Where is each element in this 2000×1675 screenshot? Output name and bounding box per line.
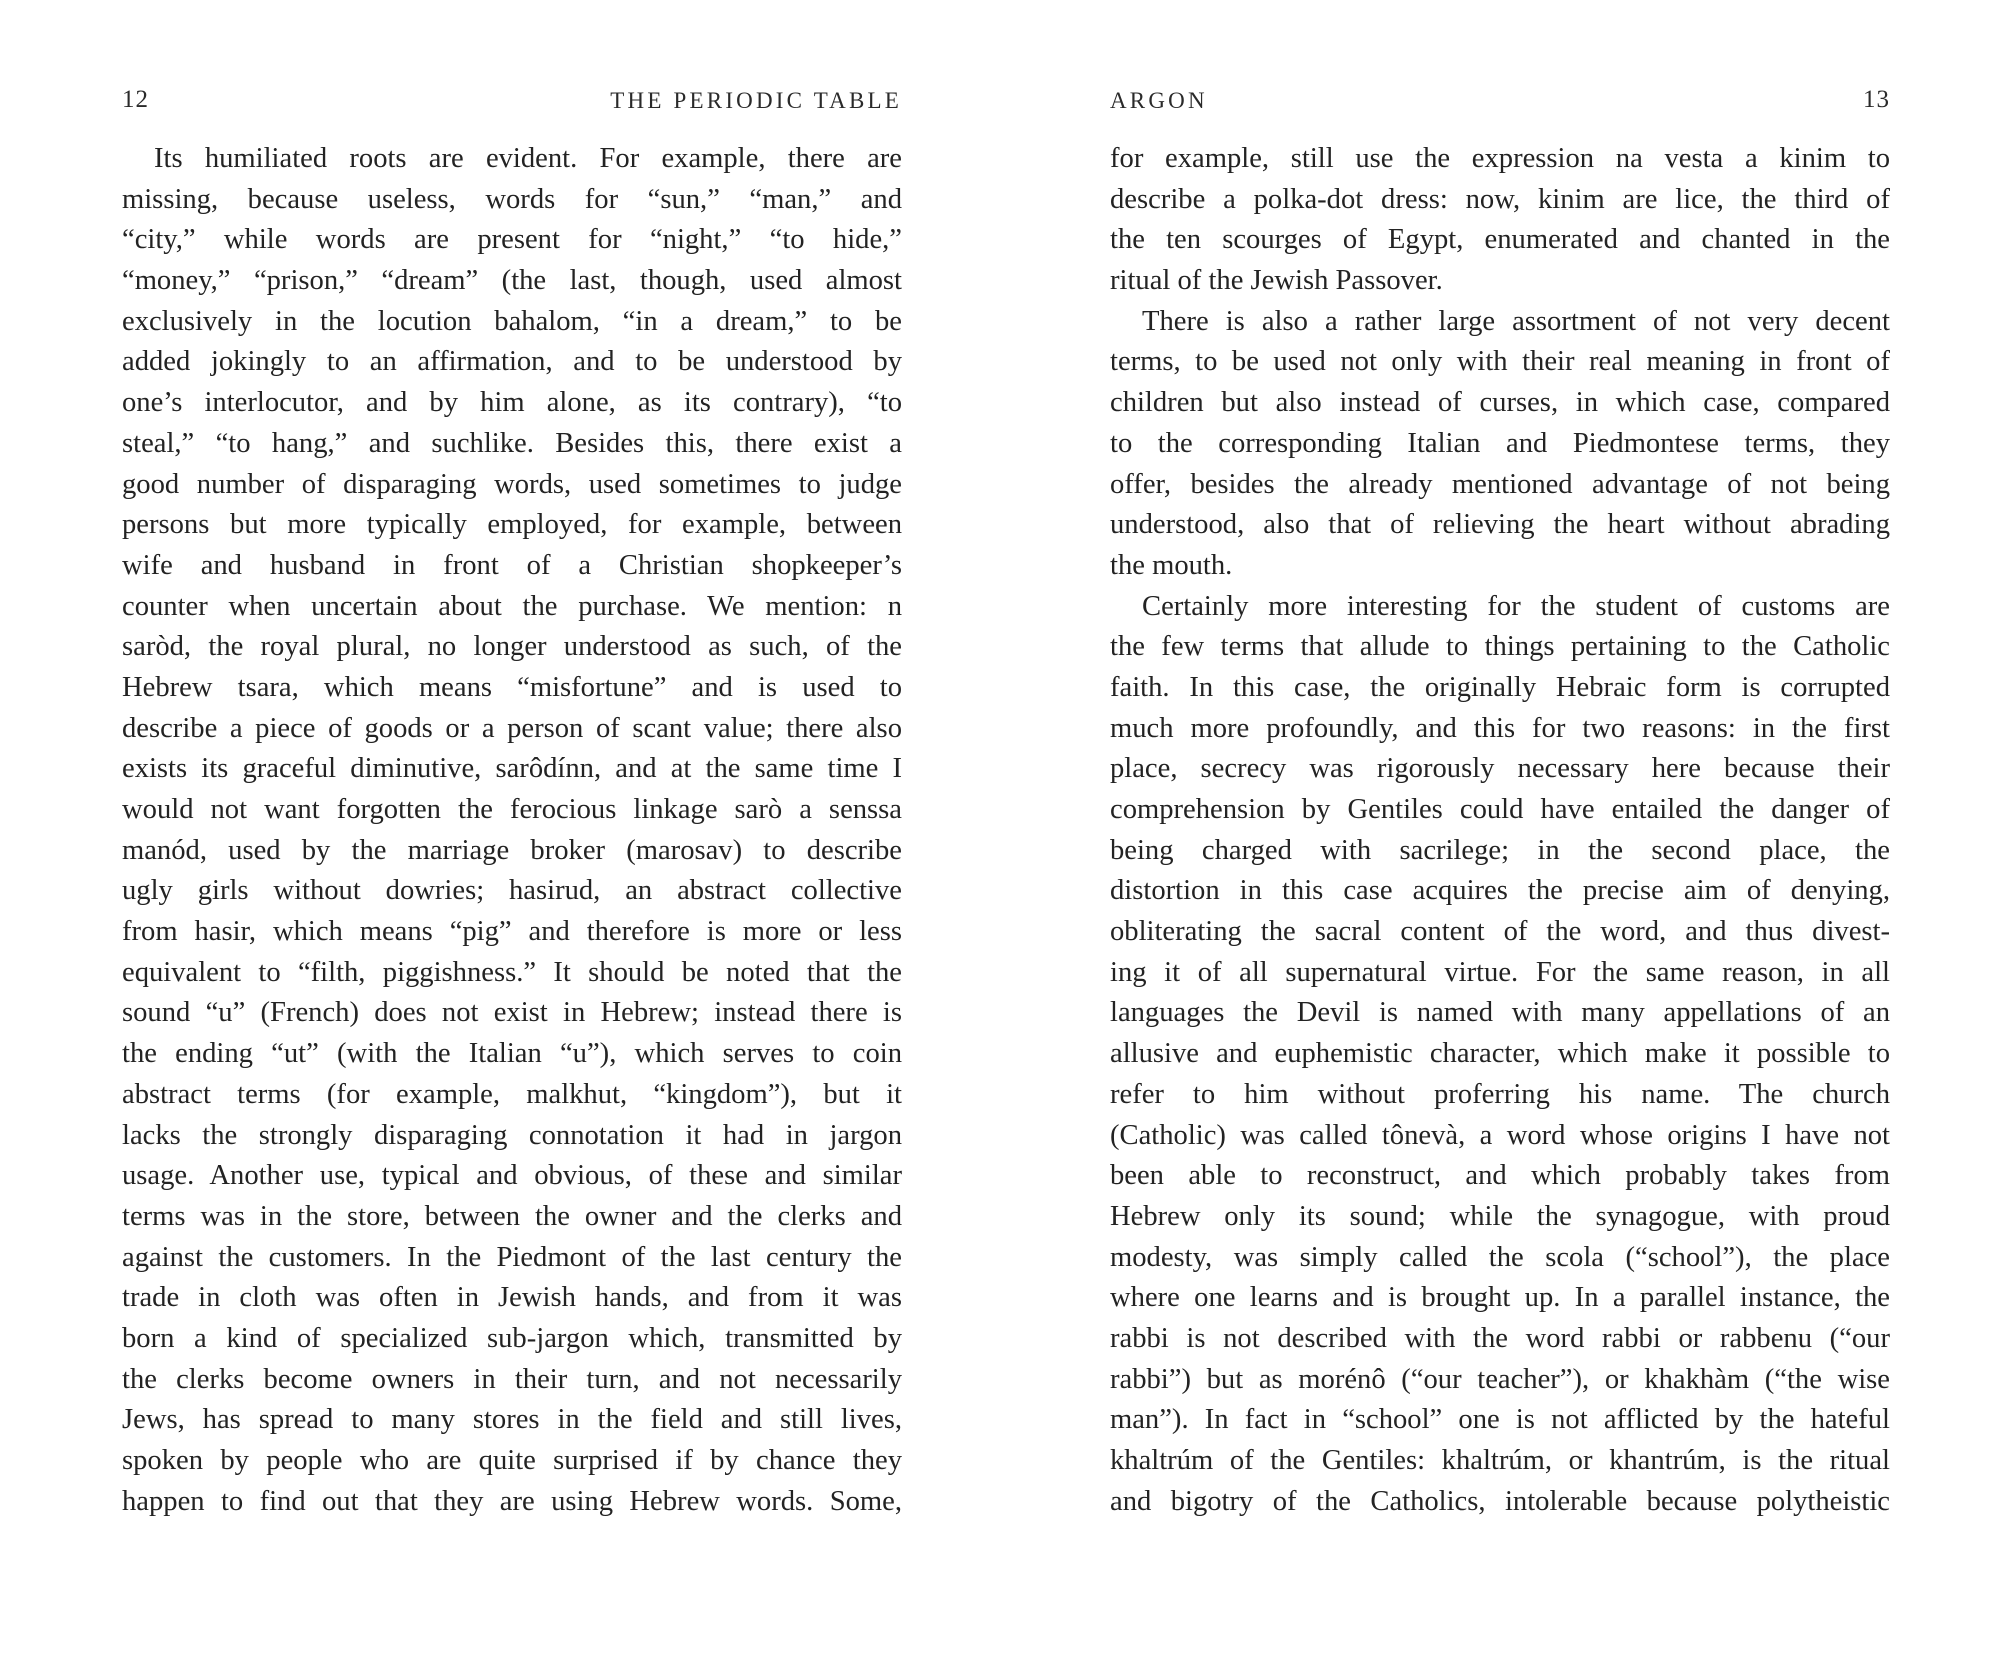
text-line: to the corresponding Italian and Piedmontese terms, they: [1110, 427, 1890, 459]
text-line: describe a piece of goods or a person of scant value; there also: [122, 712, 902, 744]
text-line: usage. Another use, typical and obvious, of these and similar: [122, 1160, 902, 1192]
text-line: the ten scourges of Egypt, enumerated and chanted in the: [1110, 224, 1890, 256]
text-line: (Catholic) was called tônevà, a word whose origins I have not: [1110, 1119, 1890, 1151]
text-line: the ending “ut” (with the Italian “u”), which serves to coin: [122, 1038, 902, 1070]
text-line: languages the Devil is named with many appellations of an: [1110, 997, 1890, 1029]
text-line: distortion in this case acquires the precise aim of denying,: [1110, 875, 1890, 907]
text-line: spoken by people who are quite surprised if by chance they: [122, 1445, 902, 1476]
text-line: ugly girls without dowries; hasirud, an abstract collective: [122, 875, 902, 907]
text-line: children but also instead of curses, in which case, compared: [1110, 387, 1890, 419]
text-line: and bigotry of the Catholics, intolerable because polytheistic: [1110, 1485, 1890, 1517]
text-line: being charged with sacrilege; in the second place, the: [1110, 834, 1890, 866]
chapter-title-header: ARGON: [1110, 88, 1208, 113]
text-line: Certainly more interesting for the student of customs are: [1142, 590, 1890, 622]
left-body-text: [122, 139, 902, 1522]
text-line: steal,” “to hang,” and suchlike. Besides this, there exist a: [122, 427, 902, 459]
text-line: “money,” “prison,” “dream” (the last, though, used almost: [122, 265, 902, 297]
text-line: There is also a rather large assortment of not very decent: [1142, 305, 1890, 337]
text-line: faith. In this case, the originally Hebraic form is corrupted: [1110, 671, 1890, 703]
text-line: born a kind of specialized sub-jargon which, transmitted by: [122, 1322, 902, 1354]
text-line: equivalent to “filth, piggishness.” It should be noted that the: [122, 956, 902, 988]
text-line: ing it of all supernatural virtue. For the same reason, in all: [1110, 956, 1890, 988]
text-line: from hasir, which means “pig” and therefore is more or less: [122, 916, 902, 948]
text-line: good number of disparaging words, used sometimes to judge: [122, 468, 902, 500]
text-line: wife and husband in front of a Christian shopkeeper’s: [122, 549, 902, 581]
text-line: describe a polka-dot dress: now, kinim are lice, the third of: [1110, 183, 1890, 215]
page-number-right: 13: [1863, 86, 1890, 113]
right-page: [1110, 0, 1890, 1675]
text-line: understood, also that of relieving the heart without abrading: [1110, 509, 1890, 541]
text-line: for example, still use the expression na vesta a kinim to: [1110, 143, 1890, 174]
text-line: the mouth.: [1110, 549, 1233, 581]
text-line: “city,” while words are present for “night,” “to hide,”: [122, 224, 902, 256]
text-line: where one learns and is brought up. In a parallel instance, the: [1110, 1282, 1890, 1314]
text-line: much more profoundly, and this for two reasons: in the first: [1110, 712, 1890, 744]
right-running-head: [1110, 86, 1890, 126]
text-line: rabbi”) but as morénô (“our teacher”), or khakhàm (“the wise: [1110, 1363, 1890, 1395]
book-title-header: THE PERIODIC TABLE: [610, 88, 902, 113]
text-line: obliterating the sacral content of the word, and thus divest-: [1110, 916, 1890, 948]
text-line: khaltrúm of the Gentiles: khaltrúm, or khantrúm, is the ritual: [1110, 1445, 1890, 1476]
right-body-text: [1110, 139, 1890, 1522]
text-line: rabbi is not described with the word rabbi or rabbenu (“our: [1110, 1322, 1890, 1354]
text-line: the few terms that allude to things pertaining to the Catholic: [1110, 631, 1890, 663]
text-line: Hebrew only its sound; while the synagogue, with proud: [1110, 1200, 1890, 1232]
text-line: would not want forgotten the ferocious linkage sarò a senssa: [122, 794, 902, 825]
text-line: Its humiliated roots are evident. For example, there are: [154, 143, 902, 174]
text-line: persons but more typically employed, for example, between: [122, 509, 902, 541]
left-running-head: [122, 86, 902, 126]
text-line: happen to find out that they are using Hebrew words. Some,: [122, 1485, 902, 1517]
text-line: offer, besides the already mentioned advantage of not being: [1110, 468, 1890, 500]
text-line: comprehension by Gentiles could have entailed the danger of: [1110, 794, 1890, 825]
text-line: terms was in the store, between the owner and the clerks and: [122, 1200, 902, 1232]
text-line: refer to him without proferring his name. The church: [1110, 1078, 1890, 1110]
text-line: lacks the strongly disparaging connotation it had in jargon: [122, 1119, 902, 1151]
text-line: modesty, was simply called the scola (“school”), the place: [1110, 1241, 1890, 1273]
text-line: allusive and euphemistic character, which make it possible to: [1110, 1038, 1890, 1070]
text-line: Hebrew tsara, which means “misfortune” and is used to: [122, 671, 902, 703]
text-line: the clerks become owners in their turn, and not necessarily: [122, 1363, 902, 1395]
text-line: sound “u” (French) does not exist in Hebrew; instead there is: [122, 997, 902, 1029]
text-line: ritual of the Jewish Passover.: [1110, 265, 1443, 297]
text-line: one’s interlocutor, and by him alone, as its contrary), “to: [122, 387, 902, 419]
text-line: exists its graceful diminutive, sarôdínn, and at the same time I: [122, 753, 902, 785]
text-line: manód, used by the marriage broker (marosav) to describe: [122, 834, 902, 866]
text-line: trade in cloth was often in Jewish hands, and from it was: [122, 1282, 902, 1314]
text-line: man”). In fact in “school” one is not afflicted by the hateful: [1110, 1404, 1890, 1436]
text-line: been able to reconstruct, and which probably takes from: [1110, 1160, 1890, 1192]
text-line: added jokingly to an affirmation, and to be understood by: [122, 346, 902, 378]
text-line: place, secrecy was rigorously necessary here because their: [1110, 753, 1890, 785]
text-line: against the customers. In the Piedmont of the last century the: [122, 1241, 902, 1273]
text-line: missing, because useless, words for “sun,” “man,” and: [122, 183, 902, 215]
text-line: terms, to be used not only with their real meaning in front of: [1110, 346, 1890, 378]
text-line: saròd, the royal plural, no longer understood as such, of the: [122, 631, 902, 663]
page-number-left: 12: [122, 86, 149, 113]
text-line: Jews, has spread to many stores in the field and still lives,: [122, 1404, 902, 1436]
text-line: exclusively in the locution bahalom, “in a dream,” to be: [122, 305, 902, 337]
text-line: abstract terms (for example, malkhut, “kingdom”), but it: [122, 1078, 902, 1110]
text-line: counter when uncertain about the purchase. We mention: n: [122, 590, 902, 622]
left-page: [122, 0, 902, 1675]
